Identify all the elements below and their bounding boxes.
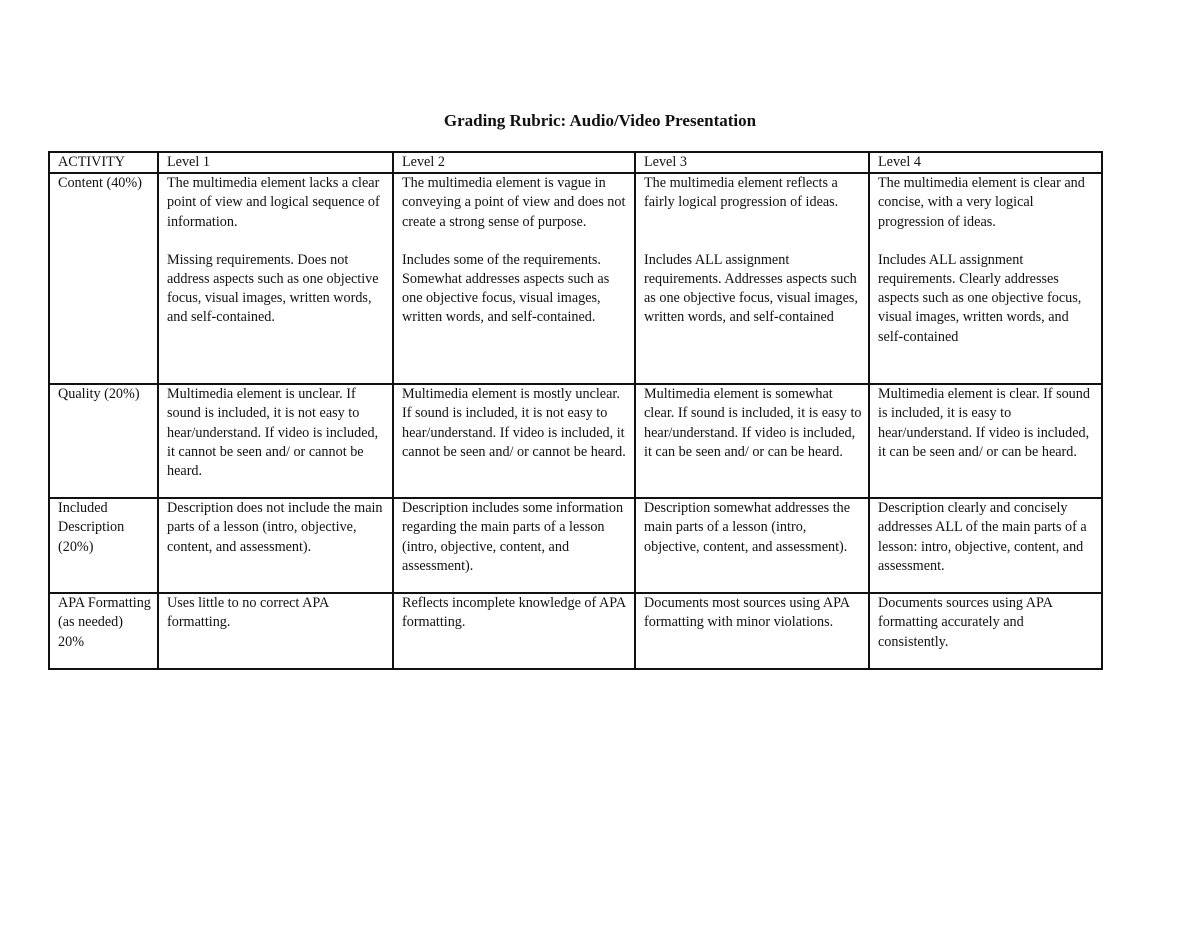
level-2-cell: Multimedia element is mostly unclear. If sound is included, it is not easy to hear/understand. If video is included, it cannot be seen and/ or cannot be heard.	[393, 384, 635, 498]
cell-paragraph: The multimedia element is clear and concise, with a very logical progression of ideas.	[878, 175, 1085, 230]
level-2-cell: Description includes some information regarding the main parts of a lesson (intro, objective, content, and assessment).	[393, 498, 635, 593]
cell-paragraph: Includes ALL assignment requirements. Addresses aspects such as one objective focus, visual images, written words, and self-contained	[644, 251, 858, 326]
level-3-cell: Description somewhat addresses the main parts of a lesson (intro, objective, content, and assessment).	[635, 498, 869, 593]
rubric-table	[48, 151, 1103, 670]
level-1-cell: Multimedia element is unclear. If sound is included, it is not easy to hear/understand. If video is included, it cannot be seen and/ or cannot be heard.	[158, 384, 393, 498]
level-4-cell: Documents sources using APA formatting accurately and consistently.	[869, 593, 1102, 669]
table-header-row	[49, 152, 1102, 173]
level-4-cell: Description clearly and concisely addresses ALL of the main parts of a lesson: intro, objective, content, and assessment.	[869, 498, 1102, 593]
cell-paragraph: The multimedia element reflects a fairly logical progression of ideas.	[644, 175, 839, 211]
header-cell-activity: ACTIVITY	[49, 152, 158, 173]
level-3-cell: Documents most sources using APA formatting with minor violations.	[635, 593, 869, 669]
cell-paragraph: Includes some of the requirements. Somewhat addresses aspects such as one objective focus, visual images, written words, and self-contained.	[402, 251, 610, 326]
activity-cell: Content (40%)	[49, 173, 158, 384]
header-cell-level-2: Level 2	[393, 152, 635, 173]
level-1-cell: Description does not include the main parts of a lesson (intro, objective, content, and assessment).	[158, 498, 393, 593]
level-2-cell	[393, 173, 635, 384]
level-1-cell	[158, 173, 393, 384]
cell-paragraph: Includes ALL assignment requirements. Clearly addresses aspects such as one objective focus, visual images, written words, and self-contained	[878, 251, 1082, 345]
level-3-cell: Multimedia element is somewhat clear. If sound is included, it is easy to hear/understand. If video is included, it can be seen and/ or can be heard.	[635, 384, 869, 498]
table-row	[49, 384, 1102, 498]
level-3-cell	[635, 173, 869, 384]
header-cell-level-4: Level 4	[869, 152, 1102, 173]
table-row	[49, 593, 1102, 669]
table-row	[49, 173, 1102, 384]
cell-paragraph: Missing requirements. Does not address aspects such as one objective focus, visual images, written words, and self-contained.	[167, 251, 379, 326]
activity-cell: Included Description (20%)	[49, 498, 158, 593]
header-cell-level-1: Level 1	[158, 152, 393, 173]
page-title: Grading Rubric: Audio/Video Presentation	[443, 111, 757, 130]
level-1-cell: Uses little to no correct APA formatting.	[158, 593, 393, 669]
level-4-cell	[869, 173, 1102, 384]
table-row	[49, 498, 1102, 593]
level-4-cell: Multimedia element is clear. If sound is included, it is easy to hear/understand. If video is included, it can be seen and/ or can be heard.	[869, 384, 1102, 498]
cell-paragraph: The multimedia element lacks a clear point of view and logical sequence of information.	[167, 175, 380, 230]
activity-cell: APA Formatting (as needed) 20%	[49, 593, 158, 669]
header-cell-level-3: Level 3	[635, 152, 869, 173]
activity-cell: Quality (20%)	[49, 384, 158, 498]
cell-paragraph: The multimedia element is vague in conveying a point of view and does not create a strong sense of purpose.	[402, 175, 626, 230]
level-2-cell: Reflects incomplete knowledge of APA formatting.	[393, 593, 635, 669]
